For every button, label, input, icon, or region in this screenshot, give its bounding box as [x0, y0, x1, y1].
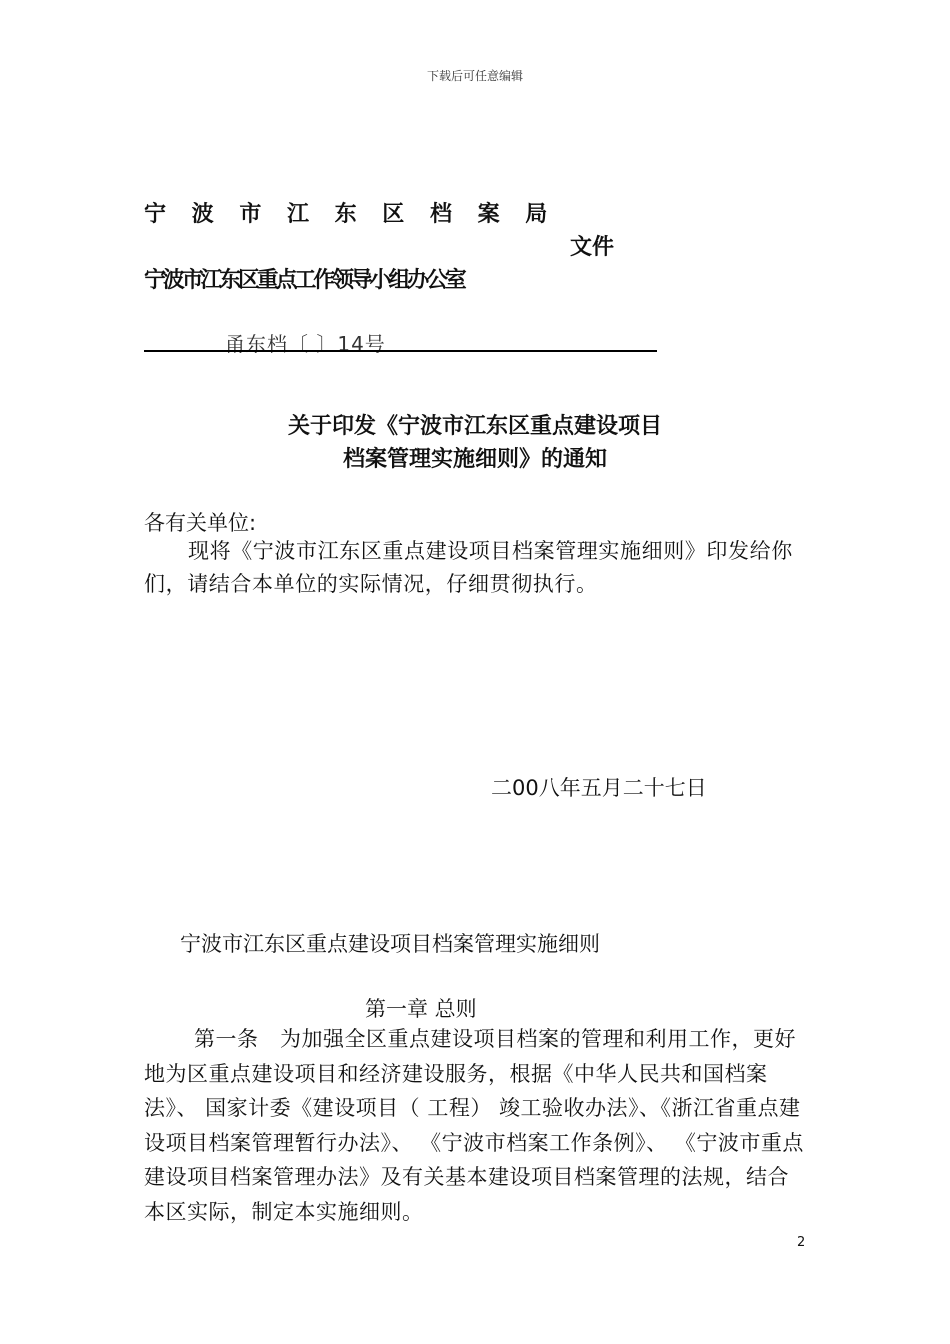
- article-1-paragraph: 第一条 为加强全区重点建设项目档案的管理和利用工作，更好地为区重点建设项目和经济建设服务，根据《中华人民共和国档案法》、 国家计委《建设项目（ 工程） 竣工验收办法》、《浙江省重点建设项目档案管理暂行办法》、 《宁波市档案工作条例》、 《宁波市重点建设项目档案管理办法》及有关基本建设项目档案管理的法规，结合本区实际，制定本实施细则。: [144, 1027, 804, 1224]
- rules-title: 宁波市江东区重点建设项目档案管理实施细则: [180, 932, 600, 956]
- issue-date: 二00八年五月二十七日: [491, 776, 707, 800]
- notice-title-line-1: 关于印发《宁波市江东区重点建设项目: [287, 414, 662, 439]
- document-label: 文件: [570, 235, 615, 260]
- notice-title-line-2: 档案管理实施细则》的通知: [342, 447, 607, 472]
- chapter-heading: 第一章 总则: [365, 997, 477, 1021]
- header-divider: [144, 350, 657, 352]
- notice-body-paragraph: 现将《宁波市江东区重点建设项目档案管理实施细则》印发给你们，请结合本单位的实际情况，仔细贯彻执行。: [144, 539, 793, 596]
- issuer-archives-bureau: 宁 波 市 江 东 区 档 案 局: [144, 202, 557, 227]
- salutation: 各有关单位:: [144, 511, 257, 535]
- document-number: 甬东档〔 〕14号: [225, 332, 386, 356]
- issuer-leading-group-office: 宁波市江东区重点工作领导小组办公室: [144, 268, 464, 293]
- header-note: 下载后可任意编辑: [426, 69, 523, 83]
- page-number: 2: [797, 1235, 806, 1250]
